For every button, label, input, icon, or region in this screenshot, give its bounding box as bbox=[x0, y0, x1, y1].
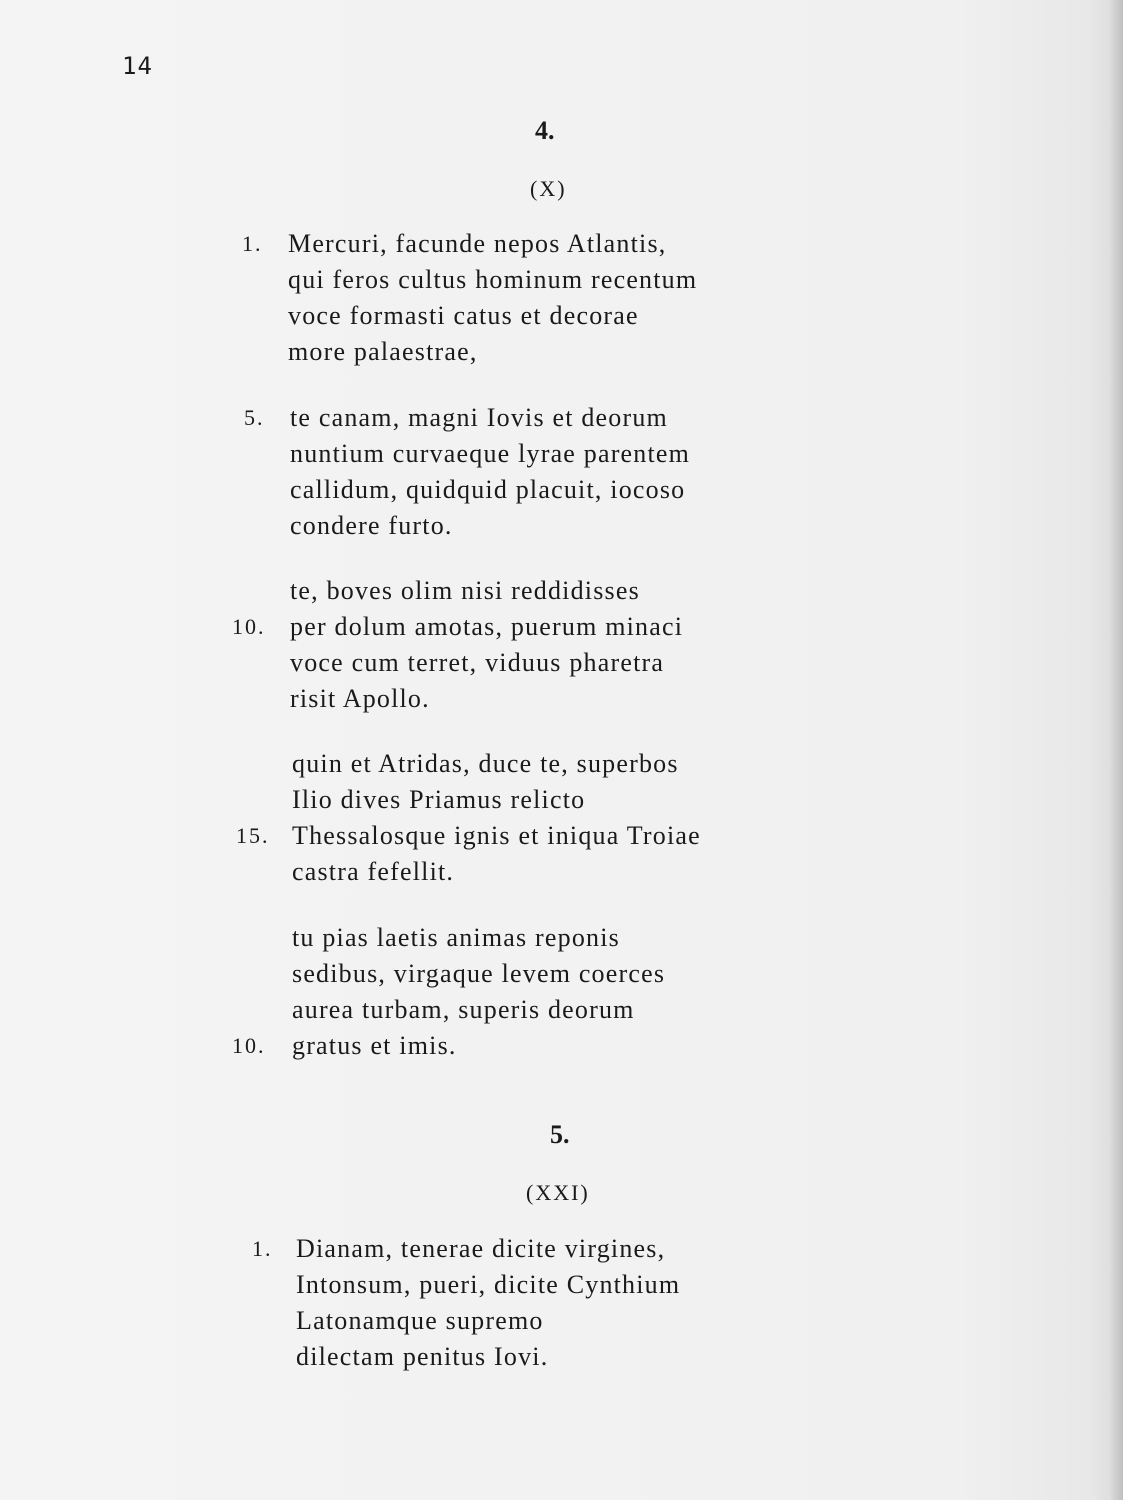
page-number: 14 bbox=[122, 52, 153, 80]
line-number: 15. bbox=[236, 823, 270, 848]
verse-text: aurea turbam, superis deorum bbox=[292, 995, 635, 1024]
verse-text: dilectam penitus Iovi. bbox=[296, 1342, 549, 1371]
verse-text: qui feros cultus hominum recentum bbox=[288, 265, 698, 294]
verse-text: quin et Atridas, duce te, superbos bbox=[292, 749, 679, 778]
line-number: 5. bbox=[244, 405, 265, 430]
line-number: 1. bbox=[242, 231, 263, 256]
verse-text: voce cum terret, viduus pharetra bbox=[290, 648, 665, 677]
verse-text: te canam, magni Iovis et deorum bbox=[290, 403, 668, 432]
verse-text: more palaestrae, bbox=[288, 337, 478, 366]
page-edge-shadow bbox=[1109, 0, 1123, 1500]
poem-roman-numeral: (X) bbox=[530, 176, 567, 201]
verse-text: Thessalosque ignis et iniqua Troiae bbox=[292, 821, 701, 850]
verse-text: gratus et imis. bbox=[292, 1031, 457, 1060]
verse-text: Intonsum, pueri, dicite Cynthium bbox=[296, 1270, 681, 1299]
verse-text: per dolum amotas, puerum minaci bbox=[290, 612, 684, 641]
verse-text: tu pias laetis animas reponis bbox=[292, 923, 620, 952]
verse-text: risit Apollo. bbox=[290, 684, 430, 713]
line-number: 1. bbox=[252, 1236, 273, 1261]
verse-text: Latonamque supremo bbox=[296, 1306, 544, 1335]
poem-number: 4. bbox=[535, 116, 555, 145]
poem-number: 5. bbox=[550, 1120, 570, 1149]
verse-text: sedibus, virgaque levem coerces bbox=[292, 959, 666, 988]
verse-text: te, boves olim nisi reddidisses bbox=[290, 576, 640, 605]
verse-text: castra fefellit. bbox=[292, 857, 455, 886]
verse-text: Mercuri, facunde nepos Atlantis, bbox=[288, 229, 667, 258]
poem-roman-numeral: (XXI) bbox=[526, 1180, 590, 1205]
verse-text: Dianam, tenerae dicite virgines, bbox=[296, 1234, 666, 1263]
verse-text: Ilio dives Priamus relicto bbox=[292, 785, 586, 814]
verse-text: condere furto. bbox=[290, 511, 453, 540]
verse-text: callidum, quidquid placuit, iocoso bbox=[290, 475, 686, 504]
verse-text: nuntium curvaeque lyrae parentem bbox=[290, 439, 691, 468]
line-number: 10. bbox=[232, 1033, 266, 1058]
verse-text: voce formasti catus et decorae bbox=[288, 301, 639, 330]
line-number: 10. bbox=[232, 614, 266, 639]
